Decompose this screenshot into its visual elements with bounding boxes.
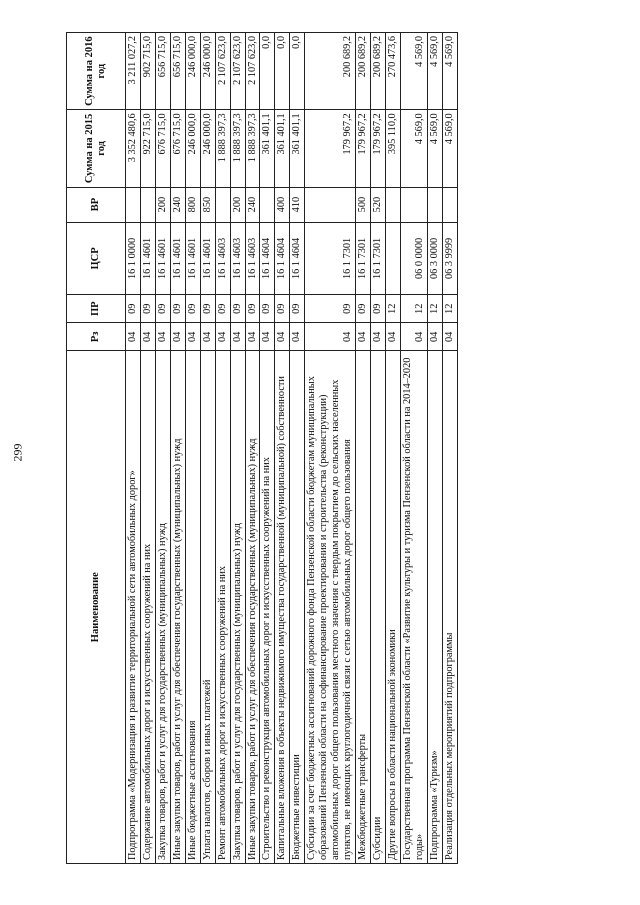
table-row [385, 33, 400, 864]
cell-csr: 16 1 4604 [260, 222, 275, 295]
cell-pr: 09 [356, 295, 371, 323]
cell-sum-2015: 1 888 397,3 [245, 110, 260, 187]
cell-sum-2016: 0,0 [260, 33, 275, 110]
cell-name: Межбюджетные трансферты [356, 351, 371, 864]
cell-sum-2016: 4 569,0 [400, 33, 427, 110]
cell-pr: 09 [245, 295, 260, 323]
cell-csr: 16 1 7301 [356, 222, 371, 295]
cell-name: Закупка товаров, работ и услуг для государственных (муниципальных) нужд [230, 351, 245, 864]
cell-csr: 16 1 4604 [275, 222, 290, 295]
cell-vr: 800 [185, 187, 200, 222]
cell-sum-2015: 676 715,0 [155, 110, 170, 187]
cell-name: Субсидии за счет бюджетных ассигнований дорожного фонда Пензенской области бюджетам муниципальных образований Пензенской области на софинансирование проектирования и строительства (реконструкции) автомобильных дорог общего пользования местного значения с твердым покрытием до сельских населенных пунктов, не имеющих круглогодичной связи с сетью автомобильных дорог общего пользования [305, 351, 356, 864]
cell-csr: 16 1 4603 [230, 222, 245, 295]
header-row [67, 33, 126, 864]
header-vr: ВР [67, 187, 126, 222]
table-row [126, 33, 141, 864]
cell-rz: 04 [200, 323, 215, 351]
table-row [427, 33, 442, 864]
cell-sum-2016: 2 107 623,0 [215, 33, 230, 110]
cell-csr: 16 1 4601 [170, 222, 185, 295]
cell-name: Уплата налогов, сборов и иных платежей [200, 351, 215, 864]
header-pr: ПР [67, 295, 126, 323]
cell-name: Государственная программа Пензенской области «Развитие культуры и туризма Пензенской области на 2014–2020 годы» [400, 351, 427, 864]
cell-sum-2016: 200 689,2 [305, 33, 356, 110]
cell-sum-2015: 395 110,0 [385, 110, 400, 187]
cell-sum-2016: 0,0 [290, 33, 305, 110]
cell-rz: 04 [140, 323, 155, 351]
cell-sum-2016: 270 473,6 [385, 33, 400, 110]
table-row [275, 33, 290, 864]
cell-sum-2015: 361 401,1 [260, 110, 275, 187]
cell-rz: 04 [400, 323, 427, 351]
cell-csr: 16 1 4601 [200, 222, 215, 295]
cell-pr: 12 [400, 295, 427, 323]
cell-pr: 09 [185, 295, 200, 323]
cell-vr: 410 [290, 187, 305, 222]
cell-rz: 04 [126, 323, 141, 351]
cell-name: Иные закупки товаров, работ и услуг для обеспечения государственных (муниципальных) нужд [245, 351, 260, 864]
cell-rz: 04 [155, 323, 170, 351]
cell-sum-2016: 0,0 [275, 33, 290, 110]
header-csr: ЦСР [67, 222, 126, 295]
cell-vr [140, 187, 155, 222]
cell-name: Иные бюджетные ассигнования [185, 351, 200, 864]
table-row [185, 33, 200, 864]
cell-vr [305, 187, 356, 222]
cell-sum-2016: 2 107 623,0 [245, 33, 260, 110]
cell-rz: 04 [215, 323, 230, 351]
page-number: 299 [10, 443, 25, 462]
cell-rz: 04 [260, 323, 275, 351]
cell-pr: 09 [126, 295, 141, 323]
table-row [400, 33, 427, 864]
table-row [290, 33, 305, 864]
cell-rz: 04 [427, 323, 442, 351]
cell-csr: 16 1 4604 [290, 222, 305, 295]
cell-pr: 09 [290, 295, 305, 323]
cell-pr: 09 [230, 295, 245, 323]
page-number-strip [0, 0, 36, 905]
cell-csr: 16 1 4603 [215, 222, 230, 295]
cell-csr: 16 1 0000 [126, 222, 141, 295]
cell-vr: 240 [170, 187, 185, 222]
cell-name: Содержание автомобильных дорог и искусственных сооружений на них [140, 351, 155, 864]
cell-csr: 16 1 4601 [140, 222, 155, 295]
cell-sum-2015: 1 888 397,3 [215, 110, 230, 187]
cell-sum-2015: 179 967,2 [356, 110, 371, 187]
cell-pr: 09 [170, 295, 185, 323]
cell-name: Иные закупки товаров, работ и услуг для обеспечения государственных (муниципальных) нужд [170, 351, 185, 864]
cell-vr: 200 [230, 187, 245, 222]
cell-pr: 09 [260, 295, 275, 323]
cell-sum-2015: 4 569,0 [400, 110, 427, 187]
cell-sum-2016: 4 569,0 [427, 33, 442, 110]
cell-sum-2015: 179 967,2 [305, 110, 356, 187]
cell-name: Ремонт автомобильных дорог и искусственных сооружений на них [215, 351, 230, 864]
cell-csr: 16 1 4601 [155, 222, 170, 295]
table-row [442, 33, 457, 864]
cell-vr [385, 187, 400, 222]
cell-csr: 16 1 7301 [305, 222, 356, 295]
cell-name: Субсидии [370, 351, 385, 864]
cell-pr: 09 [275, 295, 290, 323]
cell-rz: 04 [275, 323, 290, 351]
table-row [215, 33, 230, 864]
table-row [170, 33, 185, 864]
cell-name: Подпрограмма «Модернизация и развитие территориальной сети автомобильных дорог» [126, 351, 141, 864]
cell-sum-2015: 3 352 480,6 [126, 110, 141, 187]
cell-pr: 09 [200, 295, 215, 323]
cell-sum-2015: 246 000,0 [185, 110, 200, 187]
cell-vr [427, 187, 442, 222]
cell-sum-2016: 246 000,0 [185, 33, 200, 110]
cell-sum-2015: 361 401,1 [290, 110, 305, 187]
cell-rz: 04 [370, 323, 385, 351]
cell-sum-2016: 200 689,2 [356, 33, 371, 110]
cell-vr [400, 187, 427, 222]
cell-pr: 09 [140, 295, 155, 323]
cell-pr: 09 [155, 295, 170, 323]
cell-rz: 04 [442, 323, 457, 351]
cell-rz: 04 [185, 323, 200, 351]
cell-sum-2016: 200 689,2 [370, 33, 385, 110]
cell-vr [215, 187, 230, 222]
cell-sum-2015: 676 715,0 [170, 110, 185, 187]
cell-pr: 09 [370, 295, 385, 323]
cell-vr: 850 [200, 187, 215, 222]
cell-csr: 16 1 7301 [370, 222, 385, 295]
cell-csr: 16 1 4601 [185, 222, 200, 295]
cell-pr: 09 [305, 295, 356, 323]
table-row [356, 33, 371, 864]
table-row [260, 33, 275, 864]
cell-rz: 04 [290, 323, 305, 351]
table-row [370, 33, 385, 864]
table-row [155, 33, 170, 864]
cell-sum-2016: 4 569,0 [442, 33, 457, 110]
table-row [140, 33, 155, 864]
header-name: Наименование [67, 351, 126, 864]
cell-rz: 04 [170, 323, 185, 351]
cell-rz: 04 [245, 323, 260, 351]
cell-sum-2015: 361 401,1 [275, 110, 290, 187]
cell-sum-2016: 2 107 623,0 [230, 33, 245, 110]
cell-rz: 04 [356, 323, 371, 351]
cell-sum-2016: 656 715,0 [155, 33, 170, 110]
cell-pr: 09 [215, 295, 230, 323]
cell-pr: 12 [427, 295, 442, 323]
budget-table [66, 32, 458, 864]
cell-csr: 06 3 0000 [427, 222, 442, 295]
cell-sum-2016: 902 715,0 [140, 33, 155, 110]
cell-vr: 500 [356, 187, 371, 222]
cell-rz: 04 [385, 323, 400, 351]
cell-sum-2015: 246 000,0 [200, 110, 215, 187]
cell-sum-2015: 179 967,2 [370, 110, 385, 187]
header-sum-2015: Сумма на 2015 год [67, 110, 126, 187]
cell-sum-2016: 246 000,0 [200, 33, 215, 110]
cell-vr: 240 [245, 187, 260, 222]
cell-sum-2015: 4 569,0 [442, 110, 457, 187]
cell-name: Реализация отдельных мероприятий подпрограммы [442, 351, 457, 864]
rotated-table-container [66, 32, 546, 864]
cell-sum-2015: 1 888 397,3 [230, 110, 245, 187]
cell-csr: 06 3 9999 [442, 222, 457, 295]
cell-name: Другие вопросы в области национальной экономики [385, 351, 400, 864]
cell-sum-2015: 4 569,0 [427, 110, 442, 187]
cell-csr: 16 1 4603 [245, 222, 260, 295]
cell-pr: 12 [442, 295, 457, 323]
cell-csr [385, 222, 400, 295]
cell-vr [260, 187, 275, 222]
cell-vr: 200 [155, 187, 170, 222]
cell-name: Бюджетные инвестиции [290, 351, 305, 864]
table-row [305, 33, 356, 864]
cell-vr [442, 187, 457, 222]
cell-pr: 12 [385, 295, 400, 323]
cell-name: Закупка товаров, работ и услуг для государственных (муниципальных) нужд [155, 351, 170, 864]
table-row [245, 33, 260, 864]
header-sum-2016: Сумма на 2016 год [67, 33, 126, 110]
header-rz: Рз [67, 323, 126, 351]
cell-sum-2016: 3 211 027,2 [126, 33, 141, 110]
table-row [200, 33, 215, 864]
table-row [230, 33, 245, 864]
cell-vr: 400 [275, 187, 290, 222]
cell-vr: 520 [370, 187, 385, 222]
cell-sum-2015: 922 715,0 [140, 110, 155, 187]
cell-name: Подпрограмма «Туризм» [427, 351, 442, 864]
cell-name: Капитальные вложения в объекты недвижимого имущества государственной (муниципальной) собственности [275, 351, 290, 864]
cell-rz: 04 [230, 323, 245, 351]
cell-csr: 06 0 0000 [400, 222, 427, 295]
cell-name: Строительство и реконструкция автомобильных дорог и искусственных сооружений на них [260, 351, 275, 864]
cell-sum-2016: 656 715,0 [170, 33, 185, 110]
cell-rz: 04 [305, 323, 356, 351]
cell-vr [126, 187, 141, 222]
